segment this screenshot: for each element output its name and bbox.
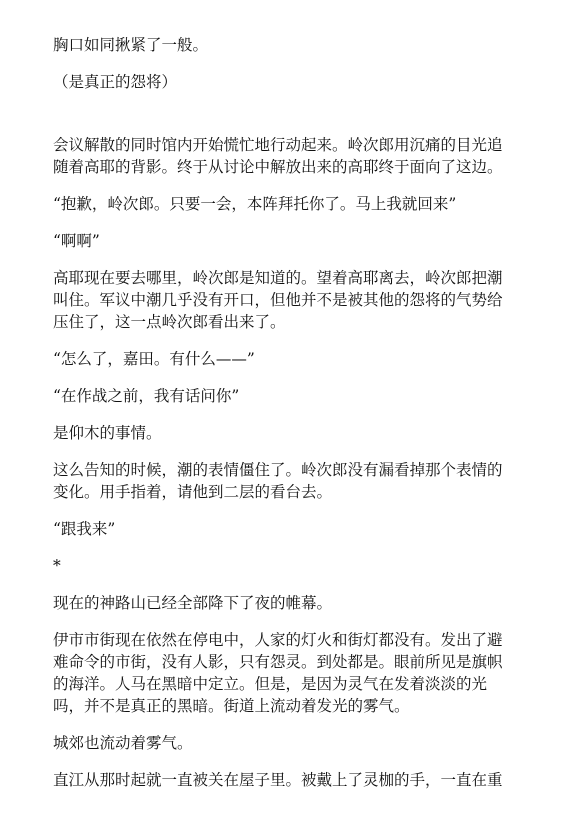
paragraph-4	[53, 193, 539, 215]
scene-break	[53, 555, 539, 577]
paragraph-11	[53, 518, 539, 540]
text-line: 胸口如同揪紧了一般。	[53, 36, 209, 54]
text-line: 变化。用手指着，请他到二层的看台去。	[53, 483, 333, 501]
paragraph-5	[53, 230, 539, 252]
text-line: 现在的神路山已经全部降下了夜的帷幕。	[53, 594, 333, 612]
text-line: 的海洋。人马在黑暗中定立。但是，是因为灵气在发着淡淡的光	[53, 675, 488, 693]
text-line: 高耶现在要去哪里，岭次郎是知道的。望着高耶离去，岭次郎把潮	[53, 269, 503, 287]
text-line: 吗，并不是真正的黑暗。街道上流动着发光的雾气。	[53, 697, 410, 715]
paragraph-14	[53, 629, 539, 717]
paragraph-2	[53, 71, 539, 93]
text-line: “在作战之前，我有话问你”	[53, 387, 240, 405]
text-line: 叫住。军议中潮几乎没有开口，但他并不是被其他的怨将的气势给	[53, 291, 503, 309]
text-line: 城郊也流动着雾气。	[53, 734, 193, 752]
text-line: 这么告知的时候，潮的表情僵住了。岭次郎没有漏看掉那个表情的	[53, 461, 503, 479]
text-line: 难命令的市街，没有人影，只有怨灵。到处都是。眼前所见是旗帜	[53, 653, 503, 671]
paragraph-9	[53, 422, 539, 444]
text-line: *	[53, 557, 61, 575]
text-line: 是仰木的事情。	[53, 424, 162, 442]
paragraph-16	[53, 769, 539, 791]
paragraph-8	[53, 385, 539, 407]
text-line: 随着高耶的背影。终于从讨论中解放出来的高耶终于面向了这边。	[53, 158, 503, 176]
text-line: （是真正的怨将）	[53, 73, 178, 91]
text-line: 伊市市街现在依然在停电中，人家的灯火和街灯都没有。发出了避	[53, 631, 503, 649]
paragraph-10	[53, 459, 539, 503]
text-line: “啊啊”	[53, 232, 100, 250]
paragraph-15	[53, 732, 539, 754]
paragraph-13	[53, 592, 539, 614]
paragraph-7	[53, 348, 539, 370]
text-line: 会议解散的同时馆内开始慌忙地行动起来。岭次郎用沉痛的目光追	[53, 136, 503, 154]
text-line: 直江从那时起就一直被关在屋子里。被戴上了灵枷的手，一直在重	[53, 771, 503, 789]
paragraph-3	[53, 134, 539, 178]
text-line: “跟我来”	[53, 520, 116, 538]
text-line: 压住了，这一点岭次郎看出来了。	[53, 313, 286, 331]
text-line: “抱歉，岭次郎。只要一会，本阵拜托你了。马上我就回来”	[53, 195, 457, 213]
paragraph-1	[53, 34, 539, 56]
paragraph-6	[53, 267, 539, 333]
text-line: “怎么了，嘉田。有什么——”	[53, 350, 255, 368]
